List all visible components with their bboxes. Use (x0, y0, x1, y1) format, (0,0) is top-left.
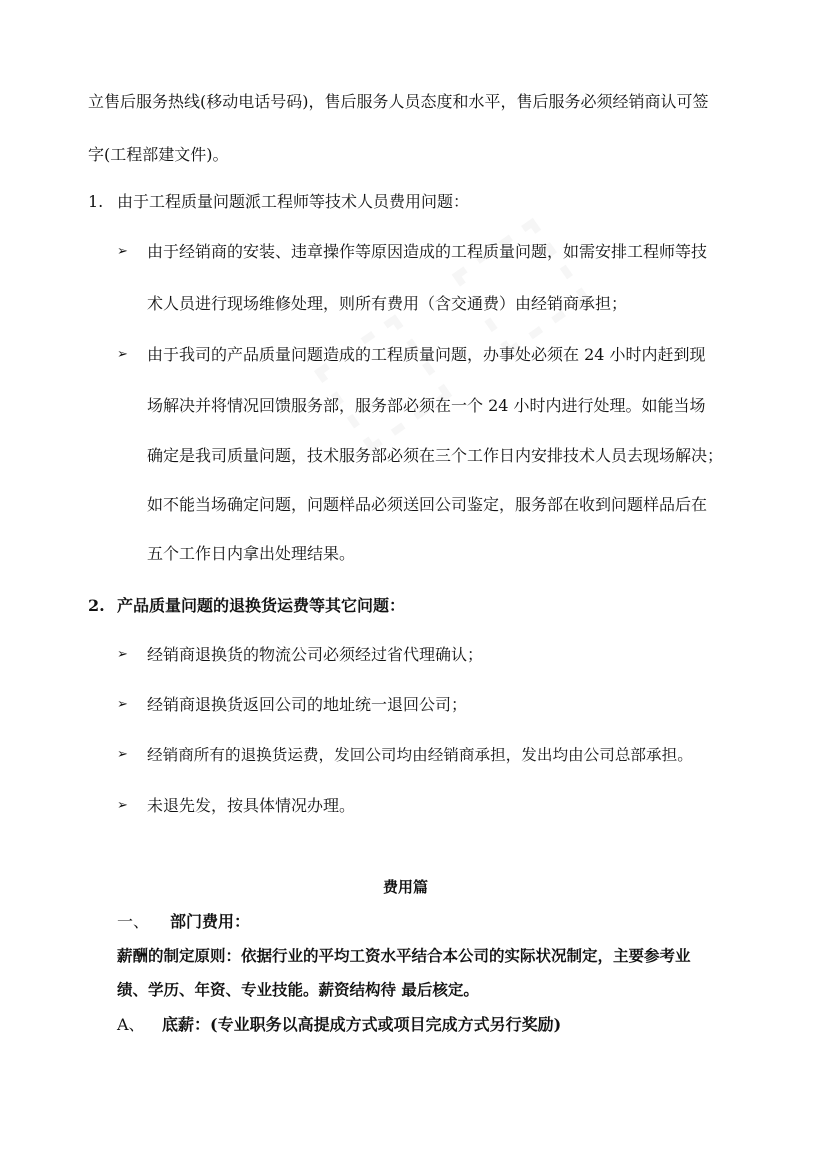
item-a-text: 底薪：(专业职务以高提成方式或项目完成方式另行奖励) (162, 1015, 562, 1034)
fees-part-1-number: 一、 (117, 912, 150, 931)
intro-line-2: 字(工程部建文件)。 (88, 145, 229, 164)
item-a-label: A、 (117, 1015, 145, 1034)
s1-b2-line-1: 由于我司的产品质量问题造成的工程质量问题，办事处必须在 24 小时内赶到现 (147, 345, 706, 364)
s2-bullet-1: 经销商退换货的物流公司必须经过省代理确认； (147, 645, 484, 664)
intro-line-1: 立售后服务热线(移动电话号码)，售后服务人员态度和水平，售后服务必须经销商认可签 (88, 92, 709, 111)
s1-b1-line-2: 术人员进行现场维修处理，则所有费用（含交通费）由经销商承担； (147, 294, 628, 313)
s2-bullet-2: 经销商退换货返回公司的地址统一退回公司； (147, 695, 468, 714)
fees-heading: 费用篇 (383, 878, 429, 896)
section-1-number: 1. (88, 192, 104, 211)
section-2-number: 2. (88, 596, 105, 615)
bullet-arrow-icon: ➢ (117, 647, 128, 662)
fees-part-1-title: 部门费用： (170, 912, 251, 931)
s2-bullet-4: 未退先发，按具体情况办理。 (147, 796, 356, 815)
section-2-title: 产品质量问题的退换货运费等其它问题： (117, 596, 406, 615)
s1-b2-line-2: 场解决并将情况回馈服务部，服务部必须在一个 24 小时内进行处理。如能当场 (147, 396, 706, 415)
watermark (283, 180, 608, 471)
bullet-arrow-icon: ➢ (117, 244, 128, 259)
s1-b2-line-4: 如不能当场确定问题，问题样品必须送回公司鉴定，服务部在收到问题样品后在 (147, 495, 708, 514)
salary-principle-line-2: 绩、学历、年资、专业技能。薪资结构待 最后核定。 (117, 980, 479, 999)
salary-principle-line-1: 薪酬的制定原则：依据行业的平均工资水平结合本公司的实际状况制定，主要参考业 (117, 946, 691, 965)
bullet-arrow-icon: ➢ (117, 747, 128, 762)
s2-bullet-3: 经销商所有的退换货运费，发回公司均由经销商承担，发出均由公司总部承担。 (147, 746, 693, 764)
bullet-arrow-icon: ➢ (117, 347, 128, 362)
s1-b1-line-1: 由于经销商的安装、违章操作等原因造成的工程质量问题，如需安排工程师等技 (147, 242, 708, 261)
s1-b2-line-3: 确定是我司质量问题，技术服务部必须在三个工作日内安排技术人员去现场解决； (147, 446, 724, 465)
bullet-arrow-icon: ➢ (117, 798, 128, 813)
section-1-title: 由于工程质量问题派工程师等技术人员费用问题： (117, 192, 470, 211)
bullet-arrow-icon: ➢ (117, 697, 128, 712)
s1-b2-line-5: 五个工作日内拿出处理结果。 (147, 544, 356, 563)
